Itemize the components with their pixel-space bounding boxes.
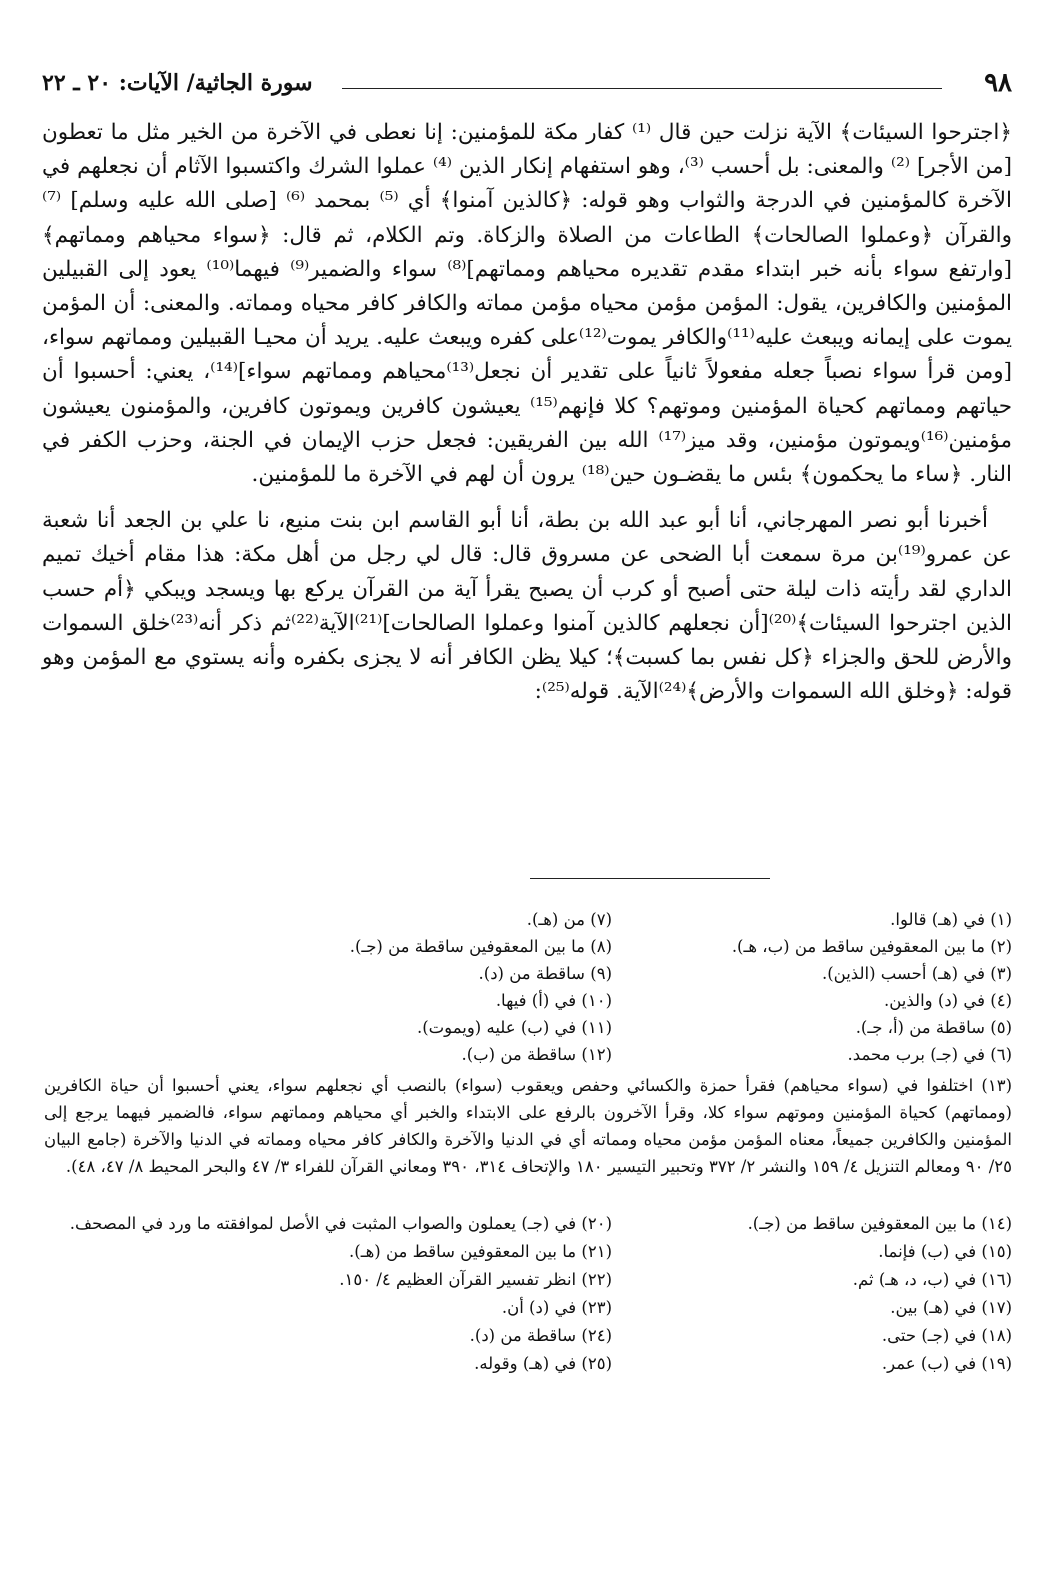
footnote: (١٥) في (ب) فإنما. [878, 1242, 1012, 1261]
footnote: (٤) في (د) والذين. [884, 991, 1012, 1010]
footnote: (١٩) في (ب) عمر. [881, 1354, 1012, 1373]
footnote: (٦) في (جـ) برب محمد. [847, 1045, 1012, 1064]
footnote: (٢٤) ساقطة من (د). [469, 1326, 612, 1345]
footnote: (٣) في (هـ) أحسب (الذين). [821, 964, 1012, 983]
footnote: (٢٢) انظر تفسير القرآن العظيم ٤/ ١٥٠. [339, 1270, 612, 1289]
footnote: (٧) من (هـ). [526, 910, 612, 929]
footnote-rule [530, 878, 770, 879]
footnote: (٨) ما بين المعقوفين ساقطة من (جـ). [349, 937, 612, 956]
main-text [42, 116, 1012, 709]
footnote: (٢) ما بين المعقوفين ساقط من (ب، هـ). [731, 937, 1012, 956]
footnote: (١١) في (ب) عليه (ويموت). [416, 1018, 612, 1037]
paragraph-2: أخبرنا أبو نصر المهرجاني، أنا أبو عبد الله بن بطة، أنا أبو القاسم ابن بنت منيع، نا علي بن الجعد أنا شعبة عن عمرو⁽¹⁹⁾بن مرة سمعت أبا الضحى عن مسروق قال: قال لي رجل من أهل مكة: هذا مقام أخيك تميم الداري لقد رأيته ذات ليلة حتى أصبح أو كرب أن يصبح يقرأ آية من القرآن يركع بها ويسجد ويبكي ﴿أم حسب الذين اجترحوا السيئات﴾⁽²⁰⁾[أن نجعلهم كالذين آمنوا وعملوا الصالحات]⁽²¹⁾الآية⁽²²⁾ثم ذكر أنه⁽²³⁾خلق السموات والأرض للحق والجزاء ﴿كل نفس بما كسبت﴾؛ كيلا يظن الكافر أنه لا يجزى بكفره وأنه يستوي مع المؤمن وهو قوله: ﴿وخلق الله السموات والأرض﴾⁽²⁴⁾الآية. قوله⁽²⁵⁾: [42, 508, 1012, 705]
footnote: (٢٣) في (د) أن. [501, 1298, 612, 1317]
footnote: (١) في (هـ) قالوا. [890, 910, 1012, 929]
footnote: (٢٥) في (هـ) وقوله. [474, 1354, 612, 1373]
running-header [42, 66, 1012, 96]
header-rule [342, 88, 942, 89]
paragraph-1: ﴿اجترحوا السيئات﴾ الآية نزلت حين قال ⁽¹⁾ كفار مكة للمؤمنين: إنا نعطى في الآخرة من الخير مثل ما تعطون [من الأجر] ⁽²⁾ والمعنى: بل أحسب ⁽³⁾، وهو استفهام إنكار الذين ⁽⁴⁾ عملوا الشرك واكتسبوا الآثام أن نجعلهم في الآخرة كالمؤمنين في الدرجة والثواب وهو قوله: ﴿كالذين آمنوا﴾ أي ⁽⁵⁾ بمحمد ⁽⁶⁾ [صلى الله عليه وسلم] ⁽⁷⁾ والقرآن ﴿وعملوا الصالحات﴾ الطاعات من الصلاة والزكاة. وتم الكلام، ثم قال: ﴿سواء محياهم ومماتهم﴾ [وارتفع سواء بأنه خبر ابتداء مقدم تقديره محياهم ومماتهم]⁽⁸⁾ سواء والضمير⁽⁹⁾ فيهما⁽¹⁰⁾ يعود إلى القبيلين المؤمنين والكافرين، يقول: المؤمن مؤمن محياه مؤمن مماته والكافر كافر محياه ومماته. والمعنى: أن المؤمن يموت على إيمانه ويبعث عليه⁽¹¹⁾والكافر يموت⁽¹²⁾على كفره ويبعث عليه. يريد أن محيـا القبيلين ومماتهم سواء، [ومن قرأ سواء نصباً جعله مفعولاً ثانياً على تقدير أن نجعل⁽¹³⁾محياهم ومماتهم سواء]⁽¹⁴⁾، يعني: أحسبوا أن حياتهم ومماتهم كحياة المؤمنين وموتهم؟ كلا فإنهم⁽¹⁵⁾ يعيشون كافرين ويموتون كافرين، والمؤمنون يعيشون مؤمنين⁽¹⁶⁾ويموتون مؤمنين، وقد ميز⁽¹⁷⁾ الله بين الفريقين: فجعل حزب الإيمان في الجنة، وحزب الكفر في النار. ﴿ساء ما يحكمون﴾ بئس ما يقضـون حين⁽¹⁸⁾ يرون أن لهم في الآخرة ما للمؤمنين. [42, 120, 1013, 488]
footnote: (١٠) في (أ) فيها. [495, 991, 612, 1010]
footnote: (٢٠) في (جـ) يعملون والصواب المثبت في الأصل لموافقته ما ورد في المصحف. [69, 1214, 612, 1233]
footnote: (١٦) في (ب، د، هـ) ثم. [852, 1270, 1012, 1289]
footnote: (٥) ساقطة من (أ، جـ). [855, 1018, 1012, 1037]
footnote-13: (١٣) اختلفوا في (سواء محياهم) فقرأ حمزة والكسائي وحفص ويعقوب (سواء) بالنصب أي نجعلهم سواء، يعني أحسبوا أن حياة الكافرين (ومماتهم) كحياة المؤمنين وموتهم سواء كلا، وقرأ الآخرون بالرفع على الابتداء والخبر أي محياهم ومماتهم سواء، فالضمير فيهما يرجع إلى المؤمنين والكافرين جميعاً، معناه المؤمن مؤمن محياه ومماته أي في الدنيا والآخرة والكافر كافر محياه ومماته في الدنيا والآخرة (جامع البيان ٢٥/ ٩٠ ومعالم التنزيل ٤/ ١٥٩ والنشر ٢/ ٣٧٢ وتحبير التيسير ١٨٠ والإتحاف ٣١٤، ٣٩٠ ومعاني القرآن للفراء ٣/ ٤٧ والبحر المحيط ٨/ ٤٧، ٤٨). [44, 1076, 1012, 1176]
footnote: (١٨) في (جـ) حتى. [881, 1326, 1012, 1345]
footnote: (٩) ساقطة من (د). [478, 964, 612, 983]
running-title: سورة الجاثية/ الآيات: ٢٠ ـ ٢٢ [42, 70, 313, 96]
footnote: (٢١) ما بين المعقوفين ساقط من (هـ). [349, 1242, 612, 1261]
page-number: ٩٨ [984, 68, 1012, 98]
footnote: (١٤) ما بين المعقوفين ساقط من (جـ). [747, 1214, 1012, 1233]
footnote: (١٢) ساقطة من (ب). [461, 1045, 612, 1064]
footnote: (١٧) في (هـ) بين. [890, 1298, 1012, 1317]
